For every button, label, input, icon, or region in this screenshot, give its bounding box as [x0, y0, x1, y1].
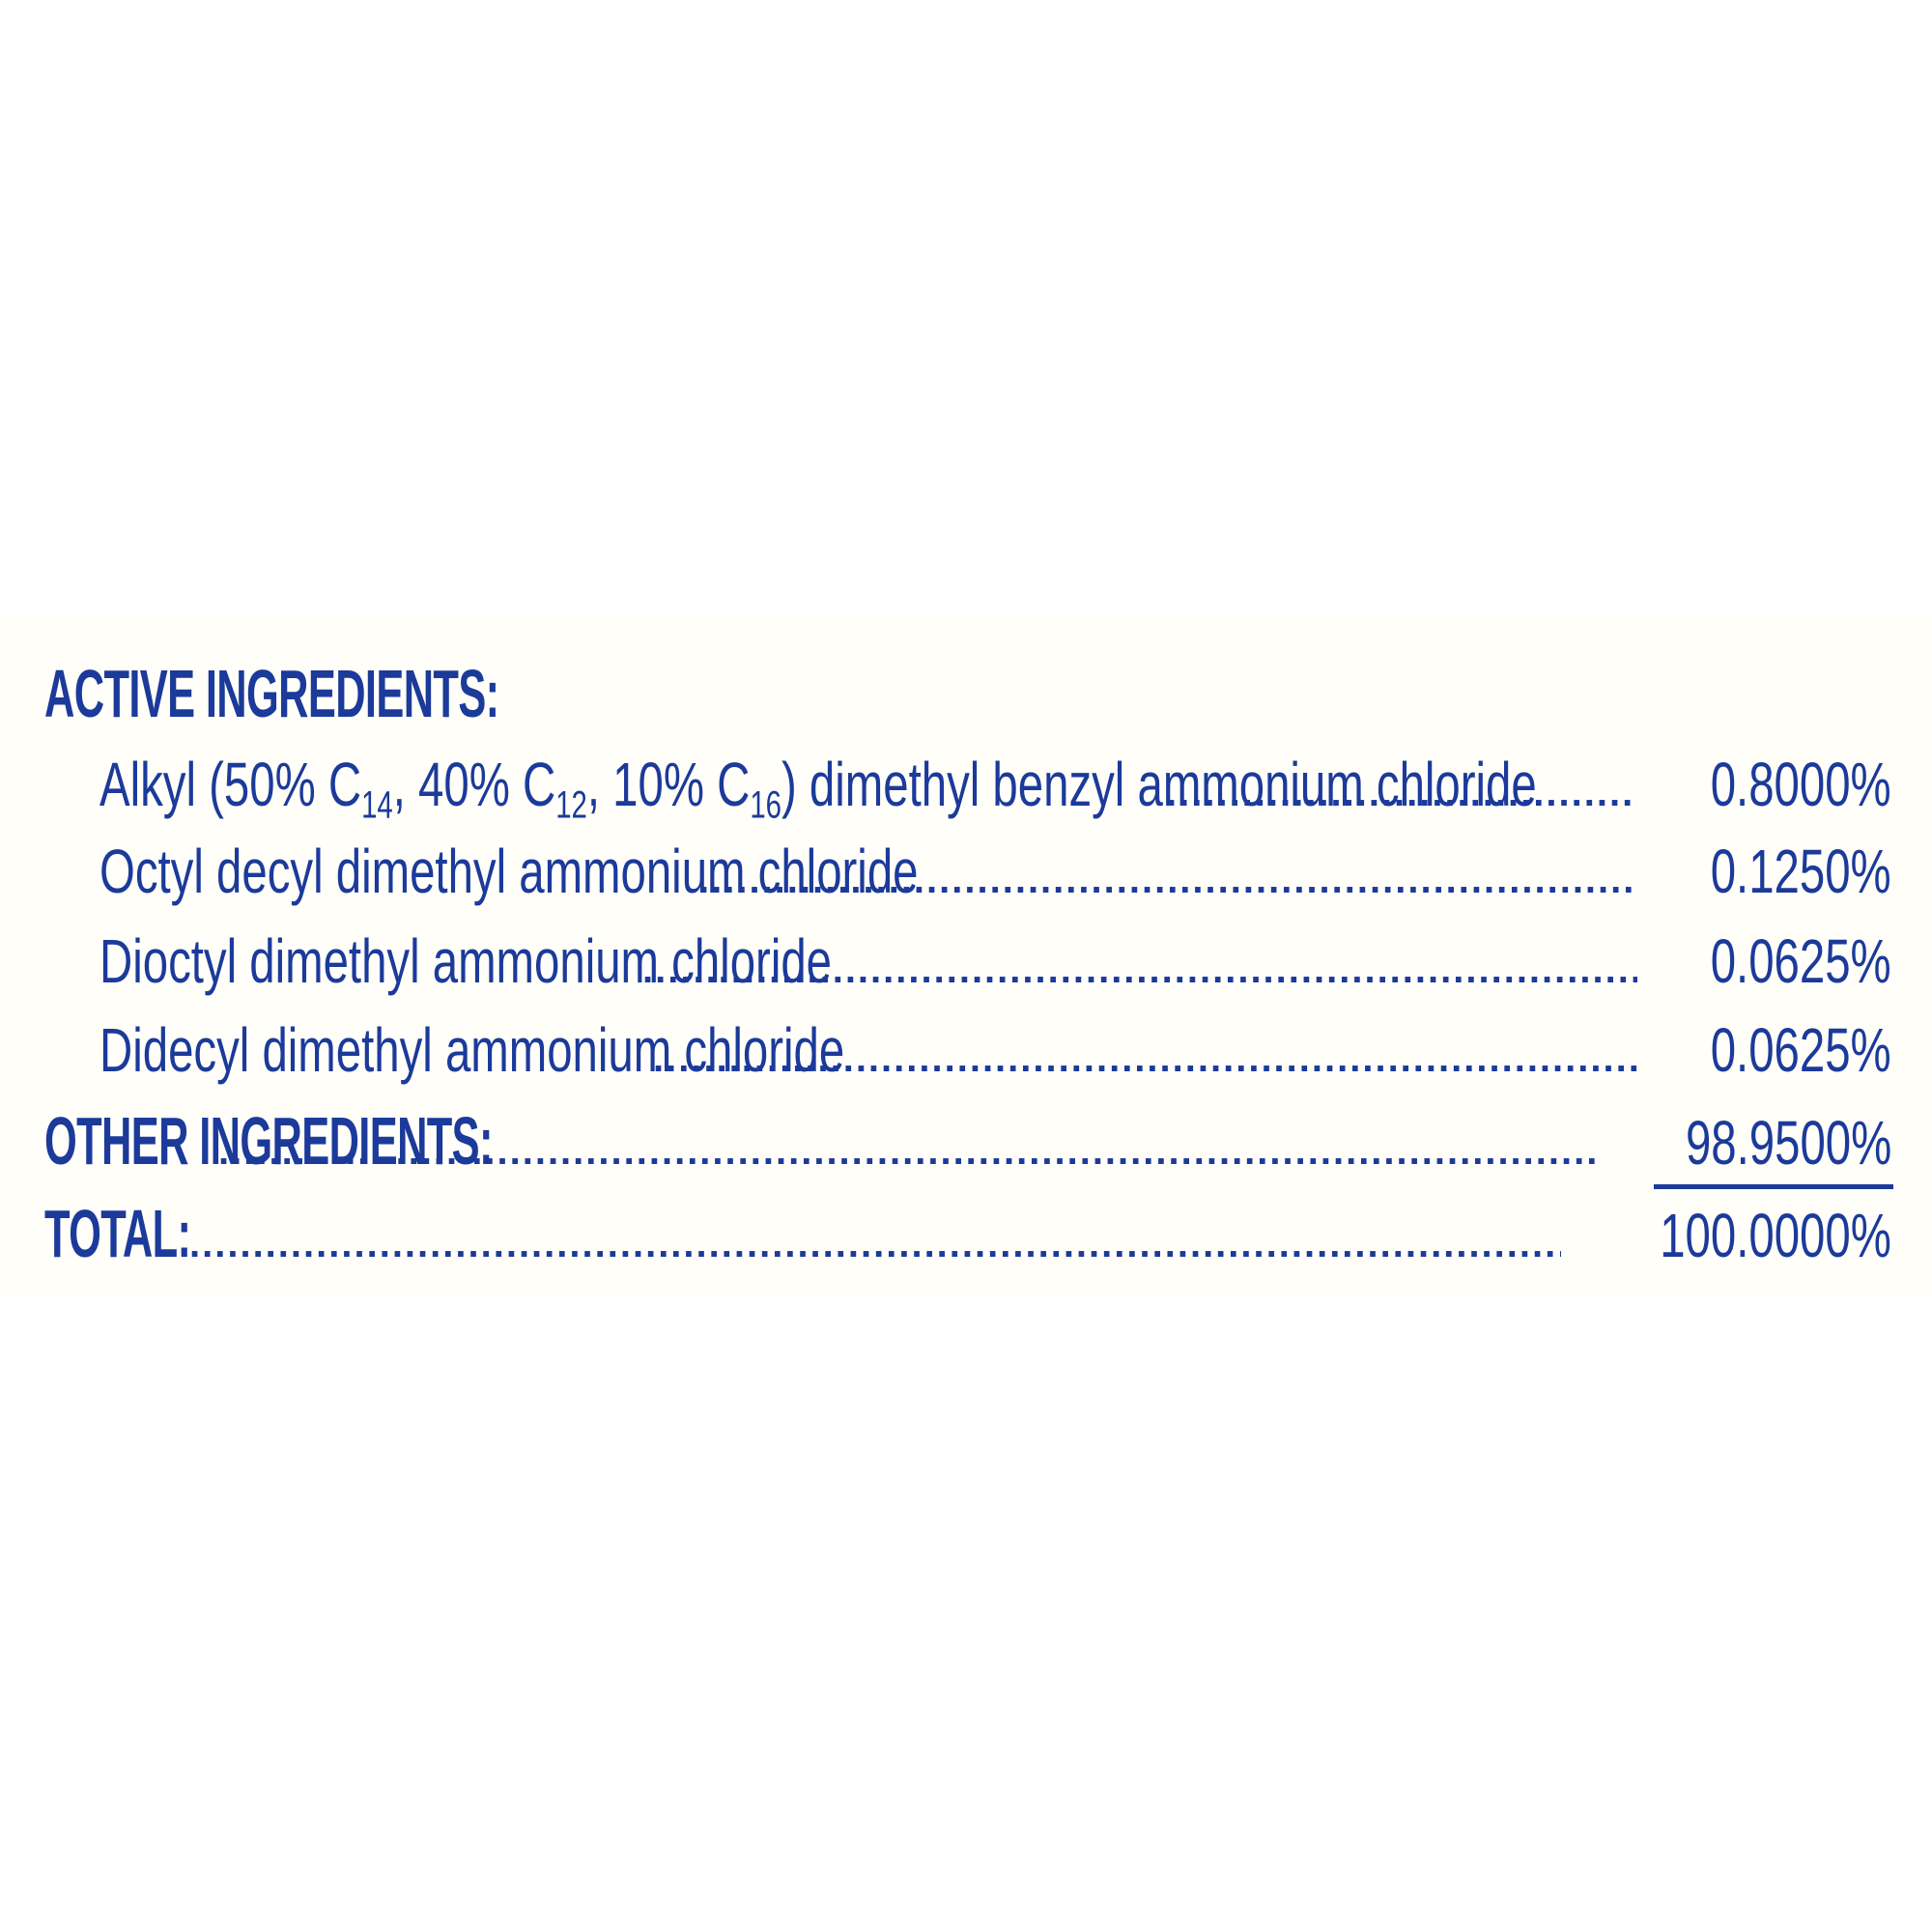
ingredient-percentage: 0.1250%: [1711, 837, 1891, 906]
total-label: TOTAL:: [44, 1196, 191, 1271]
ingredient-name: Octyl decyl dimethyl ammonium chloride: [99, 837, 919, 906]
ingredient-row-dioctyl: [99, 926, 1891, 996]
other-ingredients-row: [44, 1103, 1891, 1179]
dot-leader: [189, 1223, 1561, 1266]
other-ingredients-percentage: 98.9500%: [1685, 1108, 1891, 1178]
ingredient-percentage: 0.0625%: [1711, 1015, 1891, 1085]
ingredient-percentage: 0.8000%: [1711, 750, 1891, 819]
ingredient-name: Alkyl (50% $C_{14}$, 40% $C_{12}$, 10% $C_{16}$) dimethyl benzyl ammonium chloride: [99, 750, 1537, 827]
ingredient-percentage: 0.0625%: [1711, 926, 1891, 996]
total-percentage: 100.0000%: [1660, 1201, 1891, 1270]
ingredient-row-alkyl: [99, 750, 1891, 827]
ingredient-row-octyl-decyl: [99, 837, 1891, 906]
total-row: [44, 1196, 1891, 1271]
other-ingredients-label: OTHER INGREDIENTS:: [44, 1103, 493, 1179]
ingredient-name: Dioctyl dimethyl ammonium chloride: [99, 926, 833, 996]
ingredient-row-didecyl: [99, 1015, 1891, 1085]
active-ingredients-heading: ACTIVE INGREDIENTS:: [44, 656, 499, 731]
subtotal-rule: [1654, 1184, 1893, 1189]
ingredient-name: Didecyl dimethyl ammonium chloride: [99, 1015, 845, 1085]
